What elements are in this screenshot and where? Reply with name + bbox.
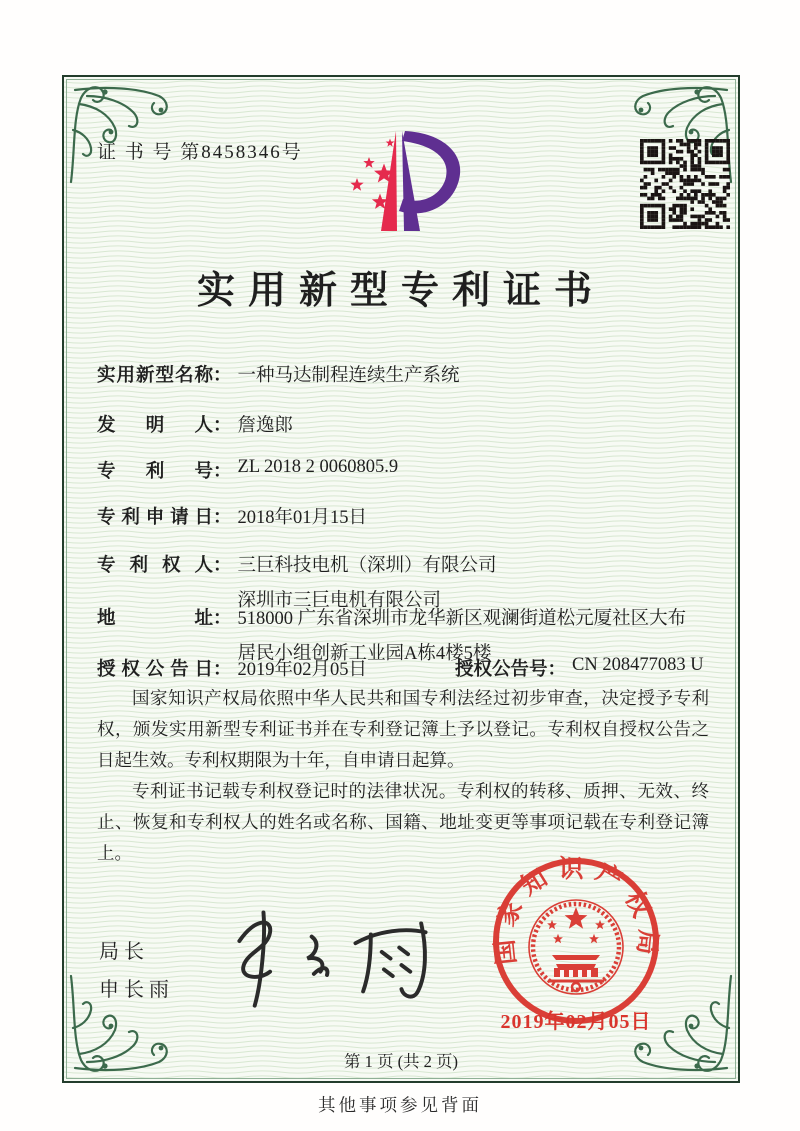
seal-date: 2019年02月05日 — [500, 1011, 652, 1033]
field-value: 一种马达制程连续生产系统 — [237, 366, 460, 386]
field-value: 三巨科技电机（深圳）有限公司 深圳市三巨电机有限公司 — [237, 556, 497, 611]
field-label: 地址 — [97, 609, 213, 629]
field-row-patent-number: 专利号 ： ZL 2018 2 0060805.9 — [97, 457, 399, 482]
page-number: 第 1 页 (共 2 页) — [343, 1052, 459, 1071]
field-value: 518000 广东省深圳市龙华新区观澜街道松元厦社区大布 居民小组创新工业园A栋4楼5楼 — [237, 609, 687, 664]
legal-paragraph-1: 国家知识产权局依照中华人民共和国专利法经过初步审查，决定授予专利权，颁发实用新型专利证书并在专利登记簿上予以登记。专利权自授权公告之日起生效。专利权期限为十年，自申请日起算。 — [97, 688, 709, 770]
field-label: 专利权人 — [97, 556, 213, 576]
back-note: 其他事项参见背面 — [318, 1095, 482, 1115]
field-label: 授权公告号 — [455, 660, 548, 680]
field-label: 发明人 — [97, 416, 213, 436]
field-label: 实用新型名称 — [97, 366, 213, 386]
certificate-number: 证 书 号 第8458346号 — [97, 142, 303, 163]
seal-ring-text: 国家知识产权局 — [490, 855, 662, 966]
cnipa-patent-logo-icon — [338, 125, 470, 241]
field-label: 授权公告日 — [97, 660, 213, 680]
field-value: 2019年02月05日 — [237, 660, 368, 680]
field-row-address: 地址 ： 518000 广东省深圳市龙华新区观澜街道松元厦社区大布 居民小组创新工业园A栋4楼5楼 — [97, 604, 713, 665]
field-label: 专利申请日 — [97, 508, 213, 528]
signer-title: 局长 — [99, 941, 149, 963]
director-signature-icon — [202, 895, 452, 1010]
field-row-patentee: 专利权人 ： 三巨科技电机（深圳）有限公司 深圳市三巨电机有限公司 — [97, 551, 713, 612]
cnipa-official-seal — [490, 855, 662, 1027]
grant-number-pair: 授权公告号 ： CN 208477083 U — [455, 655, 704, 680]
field-row-inventor: 发明人 ： 詹逸郎 — [97, 411, 713, 437]
qr-code — [640, 139, 730, 229]
field-value: 2018年01月15日 — [237, 508, 368, 528]
certificate-frame — [62, 75, 740, 1083]
field-row-filing-date: 专利申请日 ： 2018年01月15日 — [97, 503, 713, 529]
field-label: 专利号 — [97, 462, 213, 482]
corner-flourish-ornament-icon — [65, 78, 177, 190]
field-value: ZL 2018 2 0060805.9 — [237, 457, 399, 477]
certificate-title: 实用新型专利证书 — [196, 270, 605, 312]
legal-text — [97, 683, 709, 869]
signer-name: 申长雨 — [99, 979, 174, 1001]
field-row-utility-model-name: 实用新型名称 ： 一种马达制程连续生产系统 — [97, 361, 713, 387]
field-row-grant: 授权公告日 ： 2019年02月05日 授权公告号 ： CN 208477083 U — [97, 655, 704, 680]
field-value: CN 208477083 U — [572, 655, 704, 675]
legal-paragraph-2: 专利证书记载专利权登记时的法律状况。专利权的转移、质押、无效、终止、恢复和专利权人的姓名或名称、国籍、地址变更等事项记载在专利登记簿上。 — [97, 781, 709, 863]
field-value: 詹逸郎 — [237, 416, 294, 436]
